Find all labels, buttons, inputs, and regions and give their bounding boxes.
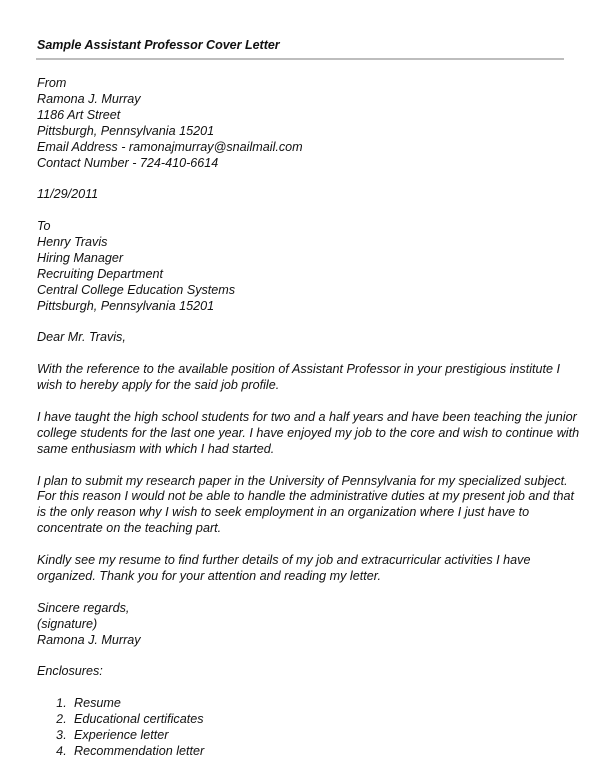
recipient-label: To bbox=[37, 219, 51, 234]
paragraph-line: I plan to submit my research paper in the University of Pennsylvania for my specialized subject. bbox=[37, 473, 568, 488]
list-item-text: Experience letter bbox=[74, 728, 169, 743]
paragraph-1 bbox=[37, 362, 567, 394]
paragraph-line: concentrate on the teaching part. bbox=[37, 521, 222, 536]
paragraph-line: is the only reason why I wish to seek employment in an organization where I just have to bbox=[37, 505, 530, 520]
paragraph-line: I have taught the high school students for two and a half years and have been teaching the junior bbox=[37, 409, 577, 424]
closing-block bbox=[37, 601, 567, 649]
paragraph-2 bbox=[37, 409, 580, 458]
sender-name: Ramona J. Murray bbox=[37, 91, 141, 106]
paragraph-line: same enthusiasm with which I had started. bbox=[37, 441, 275, 456]
paragraph-line: Kindly see my resume to find further details of my job and extracurricular activities I have bbox=[37, 553, 531, 568]
list-item-text: Educational certificates bbox=[74, 712, 204, 727]
sender-email: Email Address - ramonajmurray@snailmail.com bbox=[37, 139, 303, 154]
signature-placeholder: (signature) bbox=[37, 616, 98, 631]
list-item bbox=[37, 744, 567, 760]
enclosures-block bbox=[37, 664, 567, 760]
recipient-organization: Central College Education Systems bbox=[37, 282, 236, 297]
sender-label: From bbox=[37, 76, 67, 90]
paragraph-line: wish to hereby apply for the said job profile. bbox=[37, 378, 280, 393]
list-item bbox=[37, 728, 567, 744]
recipient-title: Hiring Manager bbox=[37, 250, 124, 265]
recipient-block bbox=[37, 219, 567, 314]
sender-street: 1186 Art Street bbox=[37, 107, 121, 122]
list-item bbox=[37, 696, 567, 712]
enclosures-list bbox=[37, 696, 567, 760]
list-item-text: Recommendation letter bbox=[74, 744, 205, 759]
list-number: 2. bbox=[55, 712, 68, 727]
recipient-city: Pittsburgh, Pennsylvania 15201 bbox=[37, 298, 215, 313]
document-title: Sample Assistant Professor Cover Letter bbox=[37, 38, 280, 52]
list-item-text: Resume bbox=[74, 696, 121, 711]
list-number: 1. bbox=[55, 696, 68, 711]
closing-name: Ramona J. Murray bbox=[37, 632, 141, 647]
title-divider bbox=[36, 58, 564, 60]
letter-date: 11/29/2011 bbox=[37, 187, 99, 202]
salutation: Dear Mr. Travis, bbox=[37, 330, 126, 345]
sender-block bbox=[37, 76, 567, 171]
salutation-block bbox=[37, 330, 567, 346]
date-block bbox=[37, 187, 567, 203]
sender-city: Pittsburgh, Pennsylvania 15201 bbox=[37, 123, 215, 138]
valediction: Sincere regards, bbox=[37, 600, 130, 615]
list-number: 4. bbox=[55, 744, 68, 759]
paragraph-line: organized. Thank you for your attention and reading my letter. bbox=[37, 568, 381, 583]
list-item bbox=[37, 712, 567, 728]
recipient-department: Recruiting Department bbox=[37, 266, 163, 281]
paragraph-4 bbox=[37, 553, 567, 585]
paragraph-line: college students for the last one year. I have enjoyed my job to the core and wish to continue with bbox=[37, 425, 580, 440]
recipient-name: Henry Travis bbox=[37, 235, 108, 250]
enclosures-label: Enclosures: bbox=[37, 664, 103, 679]
letter-body bbox=[37, 76, 580, 760]
paragraph-3 bbox=[37, 473, 574, 538]
paragraph-line: With the reference to the available position of Assistant Professor in your prestigious institute I bbox=[37, 362, 561, 377]
list-number: 3. bbox=[55, 728, 68, 743]
paragraph-line: For this reason I would not be able to handle the administrative duties at my present job and that bbox=[37, 489, 574, 504]
sender-phone: Contact Number - 724-410-6614 bbox=[37, 155, 219, 170]
